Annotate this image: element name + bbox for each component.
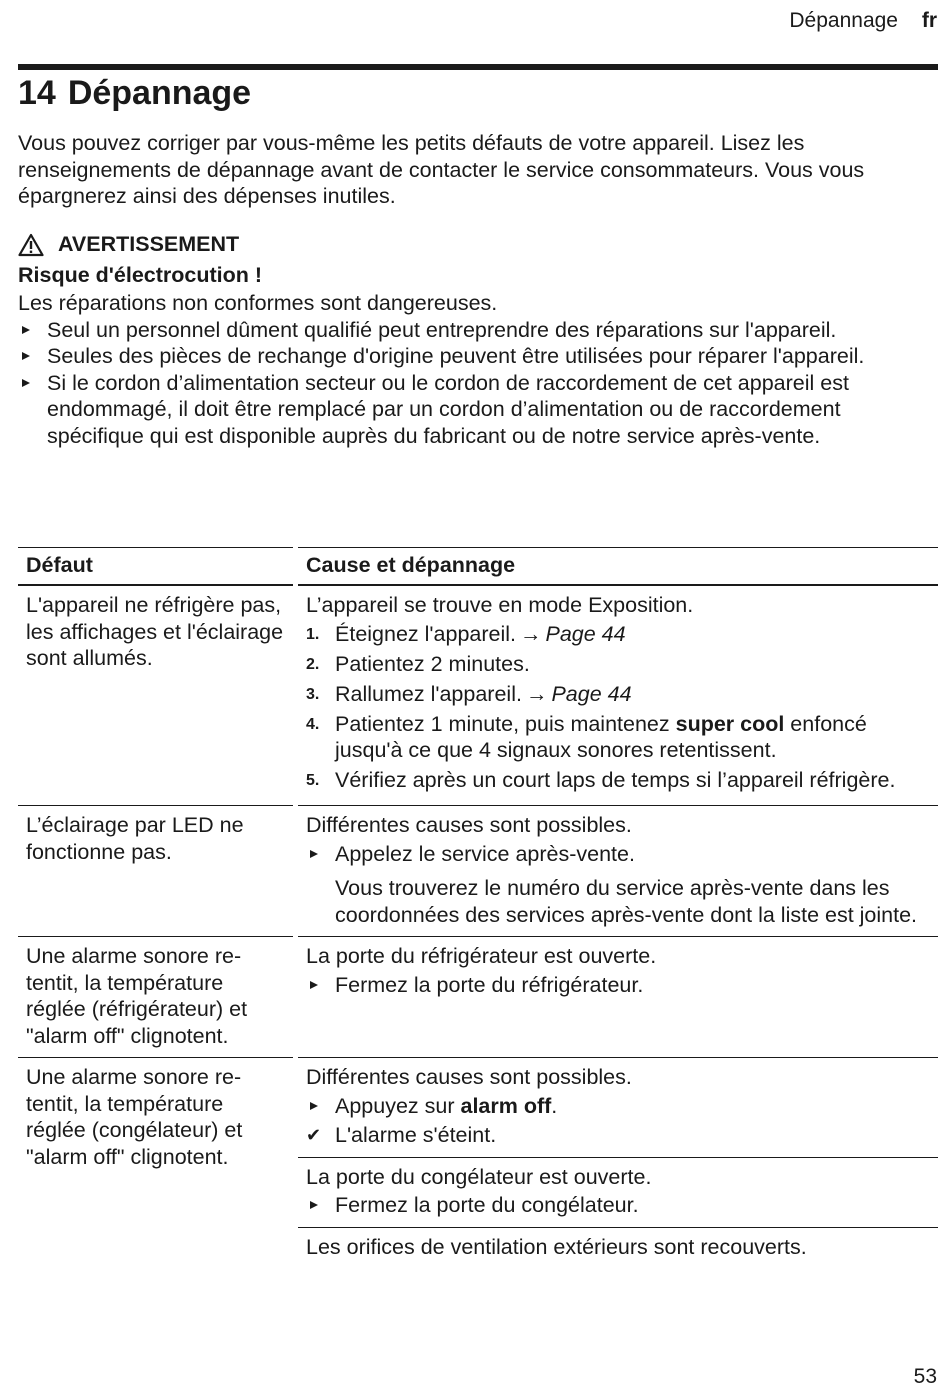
cause-text: La porte du réfrigérateur est ouverte. xyxy=(306,944,657,968)
fault-cell: L’éclairage par LED ne fonctionne pas. xyxy=(18,806,296,937)
fault-cell: L'appareil ne réfrigère pas, les affichages et l'éclairage sont allumés. xyxy=(18,585,296,806)
cause-cell xyxy=(296,1227,939,1268)
troubleshooting-table xyxy=(18,547,938,1268)
bullet-triangle-icon xyxy=(310,981,318,989)
table-header-row xyxy=(18,548,938,586)
warning-bullet xyxy=(18,317,938,344)
step-item xyxy=(306,621,930,648)
intro-paragraph: Vous pouvez corriger par vous-même les petits défauts de votre appareil. Lisez les renseignements de dépannage avant de contacter le service consommateurs. Vous vous épargnerez ainsi des dépenses inutiles. xyxy=(18,131,865,208)
warning-risk: Risque d'électrocution ! xyxy=(18,263,263,287)
step-number: 3. xyxy=(306,685,320,703)
result-item xyxy=(306,1122,930,1149)
step-text: enfoncé jusqu'à ce que 4 signaux sonores retentissent. xyxy=(335,711,867,762)
step-number: 4. xyxy=(306,715,320,733)
fault-cell: Une alarme sonore retentit, la température réglée (réfrigérateur) et "alarm off" clignotent. xyxy=(18,937,296,1058)
step-item xyxy=(306,711,930,764)
warning-text: Les réparations non conformes sont dangereuses. xyxy=(18,291,498,315)
table-row xyxy=(18,585,938,806)
fault-cell: Une alarme sonore retentit, la température réglée (congélateur) et "alarm off" clignotent. xyxy=(26,1065,243,1169)
bullet-triangle-icon xyxy=(310,1102,318,1110)
step-text: Éteignez l'appareil. xyxy=(335,621,516,646)
table-row xyxy=(18,1058,938,1158)
top-rule xyxy=(18,64,938,70)
cause-text: La porte du congélateur est ouverte. xyxy=(306,1164,652,1189)
running-header-section: Dépannage xyxy=(789,9,898,32)
bullet-triangle-icon xyxy=(310,850,318,858)
table-row xyxy=(18,937,938,1058)
action-text: Fermez la porte du congélateur. xyxy=(335,1193,639,1217)
cause-text: Différentes causes sont possibles. xyxy=(306,1065,632,1089)
chapter-title xyxy=(18,74,251,113)
cause-cell xyxy=(296,937,939,1058)
warning-heading xyxy=(18,232,239,257)
cause-cell xyxy=(296,1058,939,1158)
table-row xyxy=(18,806,938,937)
column-header-fault: Défaut xyxy=(18,548,296,586)
page-reference-arrow-icon: → xyxy=(525,681,548,706)
result-text: L'alarme s'éteint. xyxy=(335,1123,497,1147)
cause-cell xyxy=(296,1157,939,1227)
step-item xyxy=(306,651,930,678)
running-header-language: fr xyxy=(921,9,937,32)
page-reference-link[interactable]: Page 44 xyxy=(551,681,632,706)
page-reference-link[interactable]: Page 44 xyxy=(545,621,626,646)
step-text: Vérifiez après un court laps de temps si l’appareil réfrigère. xyxy=(335,768,896,792)
bullet-triangle-icon xyxy=(310,1201,318,1209)
warning-bullet xyxy=(18,370,938,450)
warning-bullet-list xyxy=(18,317,938,450)
page-number: 53 xyxy=(913,1365,937,1388)
action-text: Appelez le service après-vente. xyxy=(335,841,635,866)
chapter-number: 14 xyxy=(18,74,56,112)
column-header-cause: Cause et dépannage xyxy=(296,548,939,586)
warning-bullet-text: Seul un personnel dûment qualifié peut entreprendre des réparations sur l'appareil. xyxy=(47,317,837,342)
step-text: Patientez 1 minute, puis maintenez xyxy=(335,711,676,736)
warning-bullet-text: Si le cordon d’alimentation secteur ou le cordon de raccordement de cet appareil est endommagé, il doit être remplacé par un cordon d’alimentation ou de raccordement spécifique qui est disponible auprès du fabricant ou de notre service après-vente. xyxy=(47,370,849,448)
bullet-triangle-icon xyxy=(22,352,30,360)
warning-triangle-icon xyxy=(18,233,44,257)
step-item xyxy=(306,767,930,794)
action-text: Fermez la porte du réfrigérateur. xyxy=(335,972,644,997)
cause-cell xyxy=(296,585,939,806)
action-item xyxy=(306,1093,930,1120)
action-item xyxy=(306,1192,930,1219)
action-text-end: . xyxy=(551,1093,558,1118)
step-number: 2. xyxy=(306,655,320,673)
check-icon: ✔ xyxy=(306,1125,322,1145)
button-name-alarm-off: alarm off xyxy=(460,1093,552,1118)
action-note: Vous trouverez le numéro du service après-vente dans les coordonnées des services après-vente dont la liste est jointe. xyxy=(335,876,918,927)
cause-text: Différentes causes sont possibles. xyxy=(306,813,632,837)
cause-cell xyxy=(296,806,939,937)
warning-bullet-text: Seules des pièces de rechange d'origine peuvent être utilisées pour réparer l'appareil. xyxy=(47,344,865,368)
action-item xyxy=(306,972,930,999)
bullet-triangle-icon xyxy=(22,379,30,387)
step-text: Patientez 2 minutes. xyxy=(335,651,530,676)
button-name-super-cool: super cool xyxy=(675,711,785,736)
warning-bullet xyxy=(18,343,938,370)
warning-body xyxy=(18,290,938,449)
step-text: Rallumez l'appareil. xyxy=(335,681,522,706)
cause-text: L’appareil se trouve en mode Exposition. xyxy=(306,593,694,617)
cause-text: Les orifices de ventilation extérieurs sont recouverts. xyxy=(306,1234,807,1259)
action-item xyxy=(306,841,930,868)
page-reference-arrow-icon: → xyxy=(520,621,542,646)
warning-label: AVERTISSEMENT xyxy=(58,232,240,256)
chapter-title-text: Dépannage xyxy=(67,74,252,112)
step-item xyxy=(306,681,930,708)
bullet-triangle-icon xyxy=(22,326,30,334)
step-number: 5. xyxy=(306,772,320,789)
step-list xyxy=(306,621,930,794)
action-text: Appuyez sur xyxy=(335,1093,461,1118)
step-number: 1. xyxy=(306,625,320,643)
